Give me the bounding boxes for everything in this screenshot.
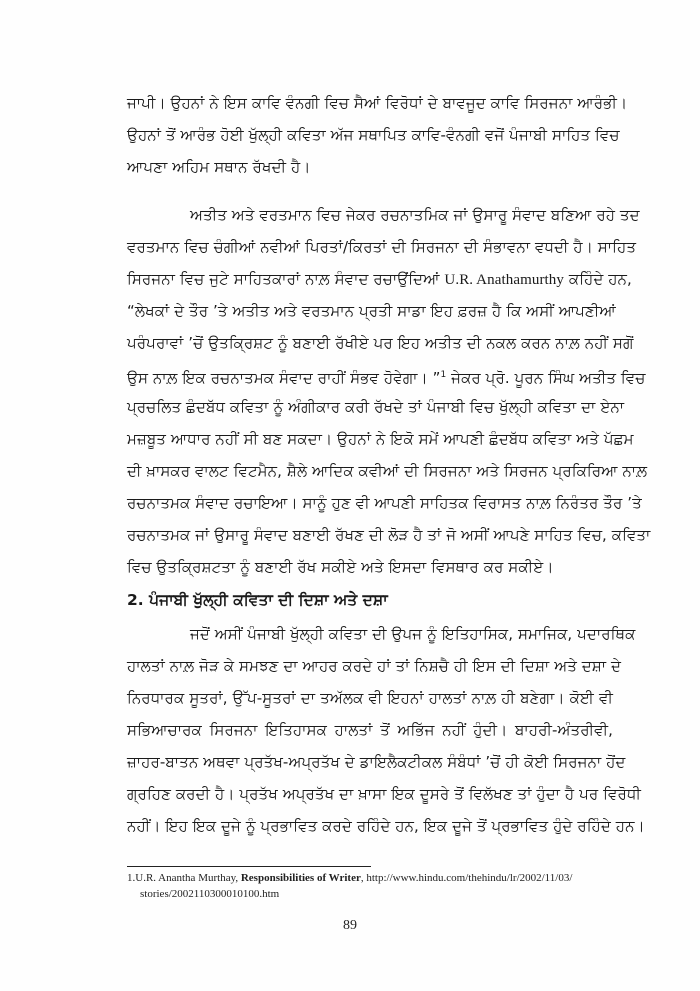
body-line xyxy=(127,360,646,390)
section-heading: 2. ਪੰਜਾਬੀ ਖੁੱਲ੍ਹੀ ਕਵਿਤਾ ਦੀ ਦਿਸ਼ਾ ਅਤੇ ਦਸ਼ਾ xyxy=(127,591,388,609)
body-line: ਆਪਣਾ ਅਹਿਮ ਸਥਾਨ ਰੱਖਦੀ ਹੈ। xyxy=(127,158,311,176)
body-text: ਉਸ ਨਾਲ਼ ਇਕ ਰਚਨਾਤਮਕ ਸੰਵਾਦ ਰਾਹੀਂ ਸੰਭਵ ਹੋਵੇਗਾ। ” xyxy=(127,369,441,387)
body-text: ਸਿਰਜਨਾ ਵਿਚ ਜੁਟੇ ਸਾਹਿਤਕਾਰਾਂ ਨਾਲ਼ ਸੰਵਾਦ ਰਚਾਉਂਦਿਆਂ xyxy=(127,270,445,288)
body-line: ਮਜ਼ਬੂਤ ਆਧਾਰ ਨਹੀਂ ਸੀ ਬਣ ਸਕਦਾ। ਉਹਨਾਂ ਨੇ ਇਕੋ ਸਮੇਂ ਆਪਣੀ ਛੰਦਬੱਧ ਕਵਿਤਾ ਅਤੇ ਪੱਛਮ xyxy=(127,430,634,448)
footnote-url-continuation[interactable]: stories/2002110300010100.htm xyxy=(140,888,280,900)
body-line: ਨਿਰਧਾਰਕ ਸੂਤਰਾਂ, ਉੱਪ-ਸੂਤਰਾਂ ਦਾ ਤਅੱਲਕ ਵੀ ਇਹਨਾਂ ਹਾਲਤਾਂ ਨਾਲ਼ ਹੀ ਬਣੇਗਾ। ਕੋਈ ਵੀ xyxy=(127,689,613,707)
body-line: ਪਰੰਪਰਾਵਾਂ ’ਚੋਂ ਉਤਕ੍ਰਿਸ਼ਟ ਨੂੰ ਬਣਾਈ ਰੱਖੀਏ ਪਰ ਇਹ ਅਤੀਤ ਦੀ ਨਕਲ ਕਰਨ ਨਾਲ਼ ਨਹੀਂ ਸਗੋਂ xyxy=(127,334,634,352)
body-line: ਹਾਲਤਾਂ ਨਾਲ਼ ਜੋੜ ਕੇ ਸਮਝਣ ਦਾ ਆਹਰ ਕਰਦੇ ਹਾਂ ਤਾਂ ਨਿਸ਼ਚੈ ਹੀ ਇਸ ਦੀ ਦਿਸ਼ਾ ਅਤੇ ਦਸ਼ਾ ਦੇ xyxy=(127,657,622,675)
body-line: ਉਹਨਾਂ ਤੋਂ ਆਰੰਭ ਹੋਈ ਖੁੱਲ੍ਹੀ ਕਵਿਤਾ ਅੱਜ ਸਥਾਪਿਤ ਕਾਵਿ-ਵੰਨਗੀ ਵਜੋਂ ਪੰਜਾਬੀ ਸਾਹਿਤ ਵਿਚ xyxy=(127,126,620,144)
body-line: ਸਭਿਆਚਾਰਕ ਸਿਰਜਨਾ ਇਤਿਹਾਸਕ ਹਾਲਤਾਂ ਤੋਂ ਅਭਿੱਜ ਨਹੀਂ ਹੁੰਦੀ। ਬਾਹਰੀ-ਅੰਤਰੀਵੀ, xyxy=(127,721,613,739)
body-line: ਜਾਪੀ। ਉਹਨਾਂ ਨੇ ਇਸ ਕਾਵਿ ਵੰਨਗੀ ਵਿਚ ਸੈਆਂ ਵਿਰੋਧਾਂ ਦੇ ਬਾਵਜੂਦ ਕਾਵਿ ਸਿਰਜਨਾ ਆਰੰਭੀ। xyxy=(127,94,628,112)
footnote-number: 1. xyxy=(127,872,136,884)
body-line: ਨਹੀਂ। ਇਹ ਇਕ ਦੂਜੇ ਨੂੰ ਪ੍ਰਭਾਵਿਤ ਕਰਦੇ ਰਹਿੰਦੇ ਹਨ, ਇਕ ਦੂਜੇ ਤੋਂ ਪ੍ਰਭਾਵਿਤ ਹੁੰਦੇ ਰਹਿੰਦੇ ਹਨ। xyxy=(127,817,645,835)
body-text: ਜੇਕਰ ਪ੍ਰੋ. ਪੂਰਨ ਸਿੰਘ ਅਤੀਤ ਵਿਚ xyxy=(446,369,646,387)
footnote-author: U.R. Anantha Murthay, xyxy=(135,872,241,884)
body-line: ਗ੍ਰਹਿਣ ਕਰਦੀ ਹੈ। ਪ੍ਰਤੱਖ ਅਪ੍ਰਤੱਖ ਦਾ ਖ਼ਾਸਾ ਇਕ ਦੂਸਰੇ ਤੋਂ ਵਿਲੱਖਣ ਤਾਂ ਹੁੰਦਾ ਹੈ ਪਰ ਵਿਰੋਧੀ xyxy=(127,785,641,803)
footnote-reference[interactable]: 1 xyxy=(440,370,447,380)
body-line: ਰਚਨਾਤਮਕ ਜਾਂ ਉਸਾਰੂ ਸੰਵਾਦ ਬਣਾਈ ਰੱਖਣ ਦੀ ਲੋੜ ਹੈ ਤਾਂ ਜੋ ਅਸੀਂ ਆਪਣੇ ਸਾਹਿਤ ਵਿਚ, ਕਵਿਤਾ xyxy=(127,526,651,544)
footnote-separator xyxy=(127,866,371,867)
body-line: ਦੀ ਖ਼ਾਸਕਰ ਵਾਲਟ ਵਿਟਮੈਨ, ਸ਼ੈਲੇ ਆਦਿਕ ਕਵੀਆਂ ਦੀ ਸਿਰਜਨਾ ਅਤੇ ਸਿਰਜਨ ਪ੍ਰਕਿਰਿਆ ਨਾਲ਼ xyxy=(127,462,648,480)
body-line: ਵਿਚ ਉਤਕ੍ਰਿਸ਼ਟਤਾ ਨੂੰ ਬਣਾਈ ਰੱਖ ਸਕੀਏ ਅਤੇ ਇਸਦਾ ਵਿਸਥਾਰ ਕਰ ਸਕੀਏ। xyxy=(127,558,554,576)
author-name-latin: U.R. Anathamurthy xyxy=(444,272,565,288)
body-line: ਜ਼ਾਹਰ-ਬਾਤਨ ਅਥਵਾ ਪ੍ਰਤੱਖ-ਅਪ੍ਰਤੱਖ ਦੇ ਡਾਇਲੈਕਟੀਕਲ ਸੰਬੰਧਾਂ ’ਚੋਂ ਹੀ ਕੋਈ ਸਿਰਜਨਾ ਹੋਂਦ xyxy=(127,753,626,771)
body-line: “ਲੇਖਕਾਂ ਦੇ ਤੌਰ ’ਤੇ ਅਤੀਤ ਅਤੇ ਵਰਤਮਾਨ ਪ੍ਰਤੀ ਸਾਡਾ ਇਹ ਫ਼ਰਜ਼ ਹੈ ਕਿ ਅਸੀਂ ਆਪਣੀਆਂ xyxy=(127,302,616,320)
footnote xyxy=(127,870,613,886)
body-line xyxy=(127,264,632,294)
page-number: 89 xyxy=(343,918,357,933)
body-line: ਵਰਤਮਾਨ ਵਿਚ ਚੰਗੀਆਂ ਨਵੀਆਂ ਪਿਰਤਾਂ/ਕਿਰਤਾਂ ਦੀ ਸਿਰਜਨਾ ਦੀ ਸੰਭਾਵਨਾ ਵਧਦੀ ਹੈ। ਸਾਹਿਤ xyxy=(127,238,637,256)
footnote-url[interactable]: , http://www.hindu.com/thehindu/lr/2002/11/03/ xyxy=(360,872,573,884)
footnote-title: Responsibilities of Writer xyxy=(240,872,361,884)
body-line: ਰਚਨਾਤਮਕ ਸੰਵਾਦ ਰਚਾਇਆ। ਸਾਨੂੰ ਹੁਣ ਵੀ ਆਪਣੀ ਸਾਹਿਤਕ ਵਿਰਾਸਤ ਨਾਲ਼ ਨਿਰੰਤਰ ਤੌਰ ’ਤੇ xyxy=(127,494,642,512)
body-line-indented: ਜਦੋਂ ਅਸੀਂ ਪੰਜਾਬੀ ਖੁੱਲ੍ਹੀ ਕਵਿਤਾ ਦੀ ਉਪਜ ਨੂੰ ਇਤਿਹਾਸਿਕ, ਸਮਾਜਿਕ, ਪਦਾਰਥਿਕ xyxy=(190,625,636,643)
body-line: ਪ੍ਰਚਲਿਤ ਛੰਦਬੱਧ ਕਵਿਤਾ ਨੂੰ ਅੰਗੀਕਾਰ ਕਰੀ ਰੱਖਦੇ ਤਾਂ ਪੰਜਾਬੀ ਵਿਚ ਖੁੱਲ੍ਹੀ ਕਵਿਤਾ ਦਾ ਏਨਾ xyxy=(127,398,625,416)
body-line-indented: ਅਤੀਤ ਅਤੇ ਵਰਤਮਾਨ ਵਿਚ ਜੇਕਰ ਰਚਨਾਤਮਿਕ ਜਾਂ ਉਸਾਰੂ ਸੰਵਾਦ ਬਣਿਆ ਰਹੇ ਤਦ xyxy=(190,206,640,224)
body-text: ਕਹਿੰਦੇ ਹਨ, xyxy=(564,270,632,288)
